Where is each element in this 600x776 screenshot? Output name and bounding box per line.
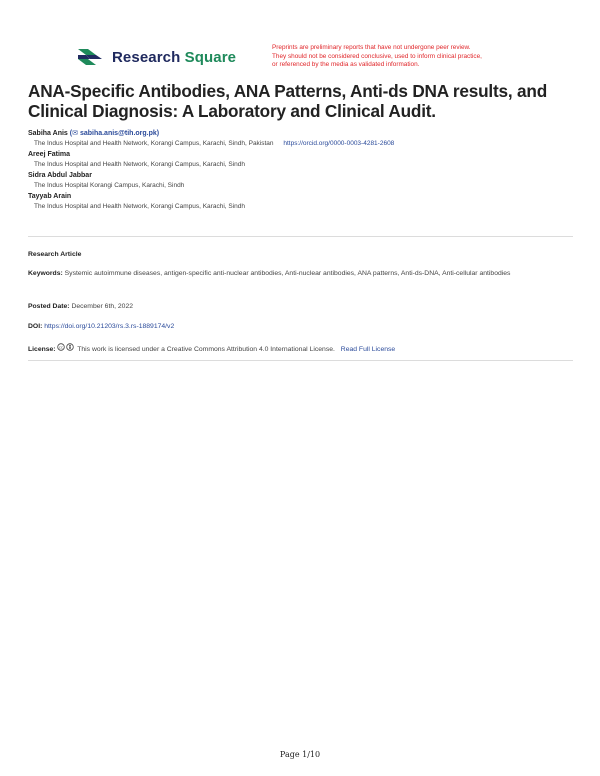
- author-name: Areej Fatima: [28, 151, 71, 158]
- author-entry: [28, 191, 573, 212]
- author-affiliation: The Indus Hospital and Health Network, Korangi Campus, Karachi, Sindh: [34, 161, 245, 168]
- divider: [28, 360, 573, 361]
- author-email-text: sabiha.anis@tih.org.pk: [79, 130, 157, 137]
- read-full-license-link[interactable]: Read Full License: [340, 345, 396, 353]
- keywords-text: Systemic autoimmune diseases, antigen-specific anti-nuclear antibodies, Anti-nuclear antibodies, ANA patterns, Anti-ds-DNA, Anti-cellular antibodies: [64, 270, 511, 277]
- logo-word-research: Research: [112, 48, 181, 66]
- license-text: This work is licensed under a Creative Commons Attribution 4.0 International License.: [77, 345, 335, 353]
- preprint-notice: [272, 44, 542, 70]
- notice-line: Preprints are preliminary reports that have not undergone peer review.: [272, 44, 471, 51]
- author-affiliation: The Indus Hospital and Health Network, Korangi Campus, Karachi, Sindh: [34, 203, 245, 210]
- doi-link[interactable]: https://doi.org/10.21203/rs.3.rs-1889174/v2: [44, 323, 175, 330]
- doi-label: DOI:: [28, 323, 43, 330]
- author-entry: [28, 170, 573, 191]
- logo-word-square: Square: [184, 48, 237, 66]
- author-list: [28, 128, 573, 212]
- author-affiliation: The Indus Hospital Korangi Campus, Karachi, Sindh: [34, 182, 185, 189]
- creative-commons-icon: [57, 343, 75, 351]
- divider: [28, 236, 573, 237]
- research-square-logo[interactable]: [76, 46, 236, 68]
- author-name: Sidra Abdul Jabbar: [28, 172, 92, 179]
- posted-date: [28, 302, 573, 312]
- doi: [28, 322, 573, 332]
- page-number: Page 1/10: [279, 750, 321, 759]
- author-affiliation: [28, 139, 573, 149]
- research-square-logo-icon: [76, 46, 104, 68]
- svg-text:cc: cc: [59, 345, 64, 350]
- header: [0, 0, 600, 80]
- notice-line: or referenced by the media as validated information.: [272, 61, 420, 69]
- keywords: [28, 269, 573, 279]
- posted-label: Posted Date:: [28, 303, 70, 310]
- mail-icon: ✉: [72, 130, 78, 137]
- orcid-link[interactable]: https://orcid.org/0000-0003-4281-2608: [283, 140, 395, 147]
- posted-date-text: December 6th, 2022: [71, 303, 134, 310]
- logo-text: [112, 49, 236, 66]
- author-entry: [28, 149, 573, 170]
- cc-icons: [57, 343, 75, 355]
- author-name-text: Sabiha Anis: [28, 130, 68, 137]
- notice-line: They should not be considered conclusive, used to inform clinical practice,: [272, 52, 482, 60]
- affiliation-text: The Indus Hospital and Health Network, Korangi Campus, Karachi, Sindh, Pakistan: [34, 140, 274, 147]
- author-name: [28, 128, 573, 139]
- article-type: [28, 250, 573, 260]
- license-label: License:: [28, 345, 56, 353]
- license: [28, 343, 573, 355]
- paper-title: ANA-Specific Antibodies, ANA Patterns, Anti-ds DNA results, and Clinical Diagnosis: A Laboratory and Clinical Audit.: [28, 81, 547, 121]
- keywords-label: Keywords:: [28, 270, 63, 277]
- author-name: Tayyab Arain: [28, 193, 72, 200]
- author-email[interactable]: (✉ sabiha.anis@tih.org.pk): [69, 130, 160, 137]
- author-entry: [28, 128, 573, 149]
- article-type-text: Research Article: [28, 251, 82, 258]
